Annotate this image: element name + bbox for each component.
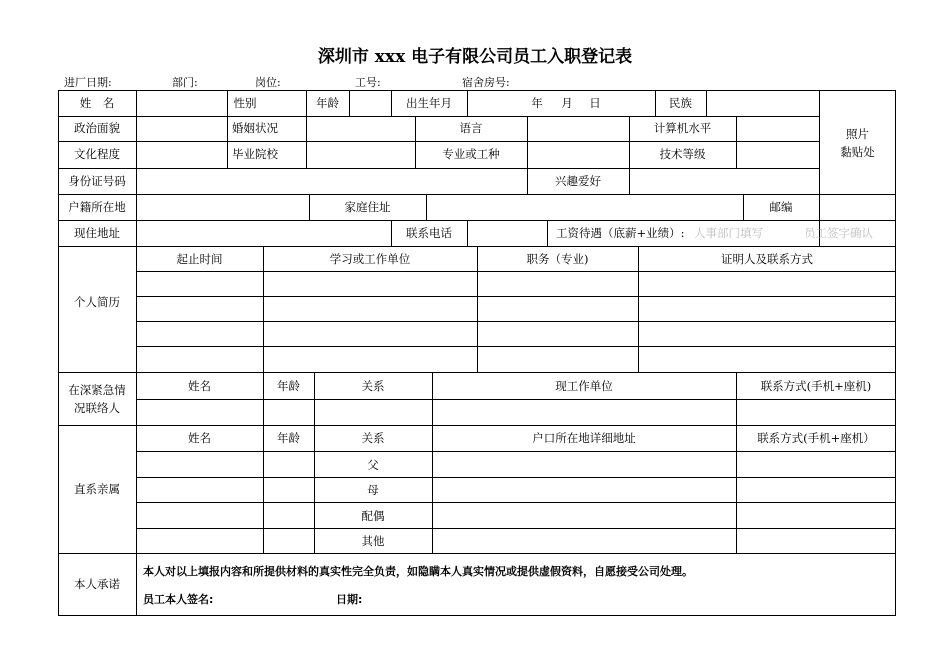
family-col-name: 姓名	[188, 431, 211, 445]
day-label: 日	[589, 96, 601, 110]
current-address-label: 现住地址	[74, 226, 120, 240]
name-label: 姓 名	[79, 96, 115, 110]
pledge-date-label: 日期:	[336, 593, 363, 606]
month-label: 月	[561, 96, 573, 110]
emergency-col-work: 现工作单位	[555, 379, 613, 393]
age-label: 年龄	[316, 96, 339, 110]
hukou-label: 户籍所在地	[68, 200, 126, 214]
pledge-statement: 本人对以上填报内容和所提供材料的真实性完全负责，如隐瞒本人真实情况或提供虚假资料，自愿接受公司处理。	[143, 565, 693, 578]
resume-section-label: 个人简历	[74, 295, 120, 309]
department-label: 部门:	[172, 76, 198, 89]
family-col-contact: 联系方式(手机+座机）	[757, 431, 875, 445]
resume-col-unit: 学习或工作单位	[329, 252, 411, 266]
zip-label: 邮编	[769, 200, 793, 214]
home-address-label: 家庭住址	[344, 200, 391, 214]
dorm-no-label: 宿舍房号:	[462, 76, 510, 89]
photo-label-line2: 黏贴处	[840, 145, 875, 159]
computer-level-label: 计算机水平	[653, 121, 712, 135]
hr-fill-hint: 人事部门填写	[694, 226, 763, 240]
employee-no-label: 工号:	[355, 76, 381, 89]
ethnicity-label: 民族	[669, 96, 692, 110]
family-col-age: 年龄	[277, 431, 300, 445]
hobby-label: 兴趣爱好	[555, 174, 601, 188]
school-label: 毕业院校	[232, 147, 278, 161]
family-col-address: 户口所在地详细地址	[532, 431, 636, 445]
emergency-col-relation: 关系	[361, 379, 385, 393]
family-relation-other: 其他	[361, 534, 385, 548]
family-relation-father: 父	[367, 458, 379, 472]
phone-label: 联系电话	[406, 226, 452, 240]
gender-label: 性别	[233, 96, 257, 110]
resume-col-duty: 职务（专业)	[526, 252, 589, 266]
major-label: 专业或工种	[442, 147, 500, 161]
tech-level-label: 技术等级	[659, 147, 706, 161]
employee-sign-hint: 员工签字确认	[804, 226, 873, 240]
marital-label: 婚姻状况	[232, 121, 278, 135]
emergency-col-age: 年龄	[277, 379, 300, 393]
family-relation-spouse: 配偶	[361, 509, 385, 523]
emergency-col-contact: 联系方式(手机+座机)	[760, 379, 872, 393]
birth-label: 出生年月	[406, 96, 452, 110]
salary-label: 工资待遇（底薪+业绩）:	[556, 226, 685, 240]
family-section-label: 直系亲属	[74, 482, 120, 496]
language-label: 语言	[459, 121, 483, 135]
emergency-col-name: 姓名	[188, 379, 211, 393]
emergency-label-line1: 在深紧急情	[68, 383, 126, 397]
pledge-section-label: 本人承诺	[74, 577, 120, 591]
emergency-label-line2: 况联络人	[74, 401, 120, 415]
education-label: 文化程度	[74, 147, 120, 161]
resume-col-period: 起止时间	[176, 252, 223, 266]
form-title: 深圳市 xxx 电子有限公司员工入职登记表	[317, 47, 633, 67]
family-col-relation: 关系	[361, 431, 385, 445]
id-no-label: 身份证号码	[68, 174, 126, 188]
entry-date-label: 进厂日期:	[64, 76, 112, 89]
photo-label-line1: 照片	[846, 127, 869, 141]
year-label: 年	[531, 96, 543, 110]
politics-label: 政治面貌	[74, 121, 120, 135]
family-relation-mother: 母	[367, 483, 379, 497]
position-label: 岗位:	[255, 76, 281, 89]
employee-signature-label: 员工本人签名:	[143, 593, 214, 606]
resume-col-reference: 证明人及联系方式	[721, 252, 813, 266]
